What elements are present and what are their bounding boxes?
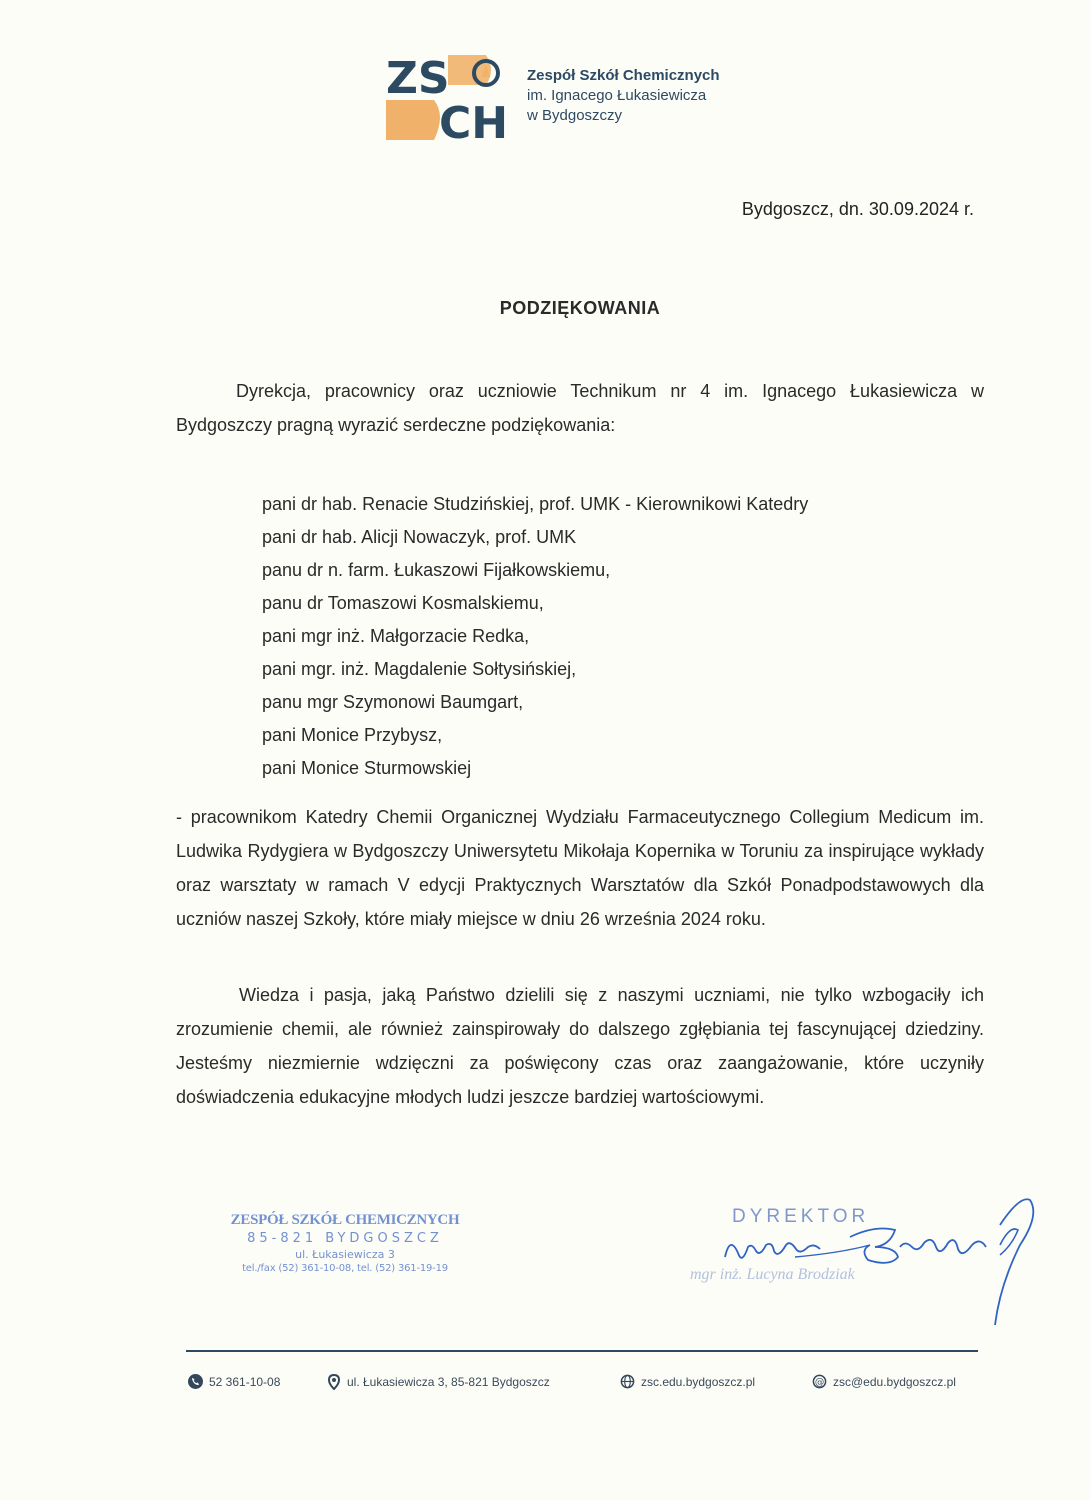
footer-email-text[interactable]: zsc@edu.bydgoszcz.pl — [833, 1374, 956, 1389]
recipient-item: pani mgr. inż. Magdalenie Sołtysińskiej, — [262, 659, 577, 679]
footer-website-text[interactable]: zsc.edu.bydgoszcz.pl — [641, 1374, 756, 1389]
footer-phone-text: 52 361-10-08 — [209, 1374, 281, 1389]
school-logo — [386, 55, 511, 140]
stamp-line2: 85-821 BYDGOSZCZ — [247, 1231, 443, 1246]
stamp-line3: ul. Łukasiewicza 3 — [295, 1248, 395, 1261]
recipient-item: pani dr hab. Alicji Nowaczyk, prof. UMK — [262, 527, 577, 547]
footer-email[interactable] — [812, 1374, 956, 1389]
director-title: DYREKTOR — [732, 1206, 870, 1227]
stamp-line4: tel./fax (52) 361-10-08, tel. (52) 361-19-19 — [242, 1263, 448, 1274]
recipient-item: panu mgr Szymonowi Baumgart, — [262, 692, 524, 712]
school-name-line1: Zespół Szkół Chemicznych — [527, 67, 720, 84]
location-pin-icon — [326, 1374, 341, 1389]
director-name: mgr inż. Lucyna Brodziak — [690, 1266, 855, 1283]
school-name-line2: im. Ignacego Łukasiewicza — [527, 87, 707, 104]
handwritten-signature — [700, 1185, 1045, 1335]
recipient-item: pani Monice Sturmowskiej — [262, 758, 472, 778]
body-paragraph-2: Wiedza i pasja, jaką Państwo dzielili się z naszymi uczniami, nie tylko wzbogaciły ich zrozumienie chemii, ale również zainspirowały do dalszego zgłębiania tej fascynującej dziedziny. Jesteśmy niezmiernie wdzięczni za poświęcony czas oraz zaangażowanie, które uczyniły doświadczenia edukacyjne młodych ludzi jeszcze bardziej wartościowymi. — [176, 985, 984, 1107]
school-name-line3: w Bydgoszczy — [527, 107, 623, 124]
footer-divider — [186, 1350, 978, 1352]
svg-text:ZS: ZS — [386, 55, 450, 104]
recipients-list — [262, 488, 808, 785]
globe-icon — [620, 1374, 635, 1389]
footer-address — [326, 1374, 550, 1389]
recipient-item: panu dr n. farm. Łukaszowi Fijałkowskiemu, — [262, 560, 611, 580]
svg-text:@: @ — [814, 1376, 825, 1388]
letter-date: Bydgoszcz, dn. 30.09.2024 r. — [741, 199, 974, 219]
recipient-item: pani mgr inż. Małgorzacie Redka, — [262, 626, 530, 646]
footer-contact — [186, 1374, 986, 1398]
intro-paragraph: Dyrekcja, pracownicy oraz uczniowie Technikum nr 4 im. Ignacego Łukasiewicza w Bydgoszczy pragną wyrazić serdeczne podziękowania: — [176, 381, 984, 435]
stamp-line1: ZESPÓŁ SZKÓŁ CHEMICZNYCH — [230, 1212, 460, 1228]
footer-address-text: ul. Łukasiewicza 3, 85-821 Bydgoszcz — [347, 1374, 550, 1389]
recipient-item: panu dr Tomaszowi Kosmalskiemu, — [262, 593, 544, 613]
recipient-item: pani Monice Przybysz, — [262, 725, 443, 745]
footer-website[interactable] — [620, 1374, 755, 1389]
school-stamp — [220, 1212, 470, 1274]
recipient-item: pani dr hab. Renacie Studzińskiej, prof. UMK - Kierownikowi Katedry — [262, 494, 809, 514]
svg-text:CH: CH — [439, 98, 509, 140]
school-name — [527, 66, 720, 126]
phone-icon — [188, 1374, 203, 1389]
body-paragraph-1: - pracownikom Katedry Chemii Organicznej Wydziału Farmaceutycznego Collegium Medicum im. Ludwika Rydygiera w Bydgoszczy Uniwersytetu Mikołaja Kopernika w Toruniu za inspirujące wykłady oraz warsztaty w ramach V edycji Praktycznych Warsztatów dla Szkół Ponadpodstawowych dla uczniów naszej Szkoły, które miały miejsce w dniu 26 września 2024 roku. — [176, 807, 984, 929]
letter-title: PODZIĘKOWANIA — [499, 298, 661, 318]
footer-phone — [188, 1374, 280, 1389]
at-sign-icon — [812, 1374, 827, 1389]
